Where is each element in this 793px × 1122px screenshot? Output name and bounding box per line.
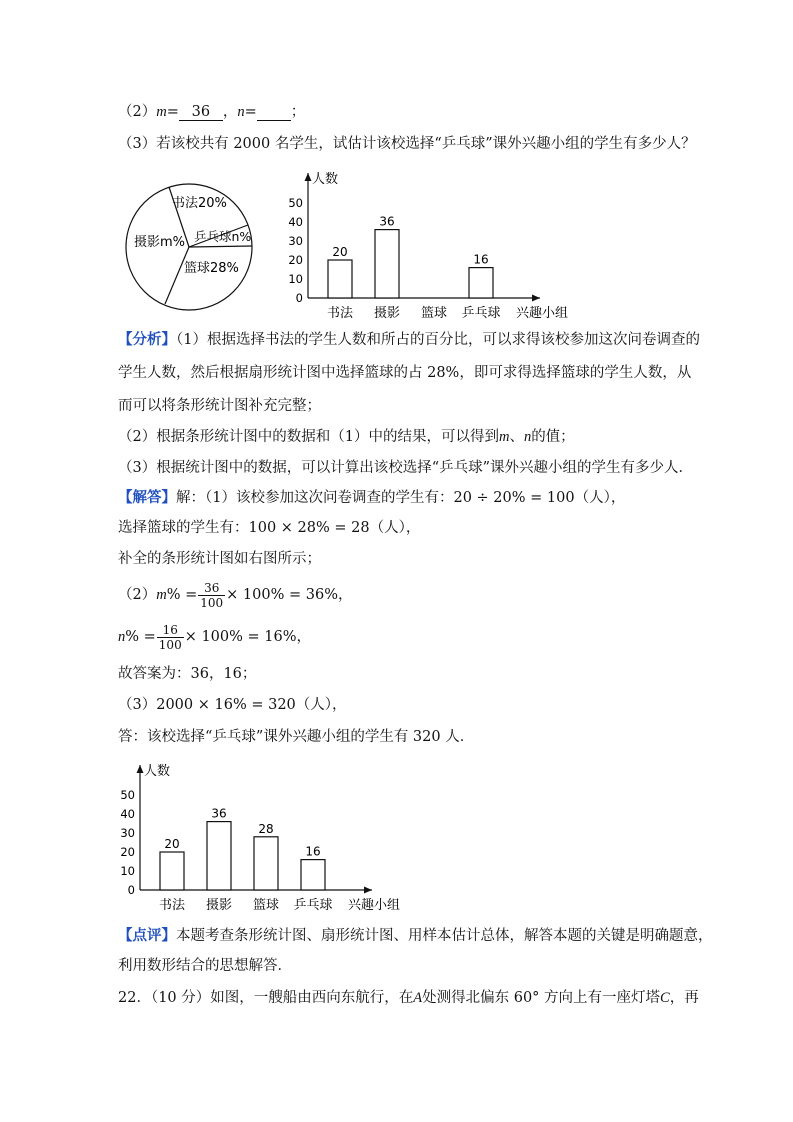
solution-line-8: 答：该校选择“乒乓球”课外兴趣小组的学生有 320 人．	[118, 729, 475, 745]
bar-value-label: 20	[332, 245, 348, 259]
bar	[207, 822, 231, 890]
y-axis-label: 人数	[312, 172, 339, 187]
x-tick-label: 摄影	[205, 898, 233, 913]
fraction-m: $\frac{36}{100}$	[200, 580, 224, 610]
y-tick-label: 10	[288, 272, 303, 286]
x-tick-label: 乒乓球	[461, 306, 501, 321]
bar-value-label: 36	[379, 214, 395, 229]
y-axis-label: 人数	[144, 764, 171, 779]
y-tick-label: 50	[120, 788, 135, 802]
x-tick-label: 书法	[326, 306, 354, 321]
analysis-line-1: 【分析】（1）根据选择书法的学生人数和所占的百分比，可以求得该校参加这次问卷调查的	[118, 331, 700, 348]
y-tick-label: 0	[127, 883, 135, 897]
bar-value-label: 36	[211, 806, 227, 821]
solution-line-1: 【解答】解：（1）该校参加这次问卷调查的学生有：20 ÷ 20% = 100（人），	[118, 489, 626, 506]
fraction-n: $\frac{16}{100}$	[158, 622, 182, 652]
solution-line-2: 选择篮球的学生有：100 × 28% = 28（人），	[118, 520, 421, 536]
analysis-line-2: 学生人数，然后根据扇形统计图中选择篮球的占 28%，即可求得选择篮球的学生人数，从	[118, 365, 692, 381]
solution-line-3: 补全的条形统计图如右图所示；	[118, 551, 321, 567]
pie-label-shufa: 书法20%	[172, 196, 227, 211]
analysis-line-4: （2）根据条形统计图中的数据和（1）中的结果，可以得到m、n的值；	[118, 429, 575, 445]
pie-label-sheying: 摄影m%	[134, 235, 186, 250]
analysis-line-5: （3）根据统计图中的数据，可以计算出该校选择“乒乓球”课外兴趣小组的学生有多少人．	[118, 460, 694, 476]
y-tick-label: 40	[120, 807, 135, 821]
bar-value-label: 28	[258, 821, 274, 836]
bar	[328, 260, 352, 298]
n-answer-blank	[257, 104, 291, 121]
x-tick-label: 乒乓球	[293, 898, 333, 913]
solution-line-7: （3）2000 × 16% = 320（人），	[118, 697, 347, 713]
x-tick-label: 篮球	[252, 898, 280, 913]
y-tick-label: 20	[120, 845, 135, 859]
y-tick-label: 50	[288, 196, 303, 210]
x-tick-label: 篮球	[420, 306, 448, 321]
bar	[160, 852, 184, 890]
x-axis-arrow	[364, 887, 372, 894]
x-axis-label: 兴趣小组	[516, 306, 569, 321]
solution-line-5: n% = $\frac{16}{100}$ × 100% = 16%，	[118, 622, 312, 652]
comment-line-1: 【点评】本题考查条形统计图、扇形统计图、用样本估计总体，解答本题的关键是明确题意，	[118, 927, 713, 944]
bar-chart-incomplete	[280, 165, 590, 325]
y-axis-arrow	[305, 173, 312, 181]
pie-chart	[122, 180, 262, 315]
question-22-line: 22．（10 分）如图，一艘船由西向东航行，在A处测得北偏东 60° 方向上有一座灯塔C，再	[118, 990, 699, 1006]
pie-divider-3	[189, 246, 252, 247]
y-tick-label: 10	[120, 864, 135, 878]
y-tick-label: 0	[295, 291, 303, 305]
comment-line-2: 利用数形结合的思想解答．	[118, 958, 292, 974]
x-axis-arrow	[532, 295, 540, 302]
question-3-line: （3）若该校共有 2000 名学生，试估计该校选择“乒乓球”课外兴趣小组的学生有多少人？	[118, 136, 696, 152]
solution-line-4: （2）m% = $\frac{36}{100}$ × 100% = 36%，	[118, 580, 353, 610]
bar-value-label: 16	[473, 252, 489, 267]
m-answer-blank: 36	[179, 104, 223, 121]
bar	[254, 837, 278, 890]
x-axis-label: 兴趣小组	[348, 898, 401, 913]
y-axis-arrow	[137, 765, 144, 773]
bar-value-label: 16	[305, 844, 321, 859]
bar	[301, 860, 325, 890]
bar-value-label: 20	[164, 837, 180, 851]
y-tick-label: 30	[120, 826, 135, 840]
pie-label-lanqiu: 篮球28%	[184, 261, 239, 276]
solution-line-6: 故答案为：36，16；	[118, 666, 257, 682]
bar	[375, 230, 399, 298]
y-tick-label: 40	[288, 215, 303, 229]
bar	[469, 268, 493, 298]
y-tick-label: 20	[288, 253, 303, 267]
y-tick-label: 30	[288, 234, 303, 248]
analysis-line-3: 而可以将条形统计图补充完整；	[118, 398, 321, 414]
x-tick-label: 书法	[158, 898, 186, 913]
bar-chart-complete	[112, 757, 422, 917]
pie-label-pingpong: 乒乓球n%	[194, 229, 252, 244]
question-2-line: （2）m= 36 ，n= ；	[118, 104, 306, 120]
x-tick-label: 摄影	[373, 306, 401, 321]
